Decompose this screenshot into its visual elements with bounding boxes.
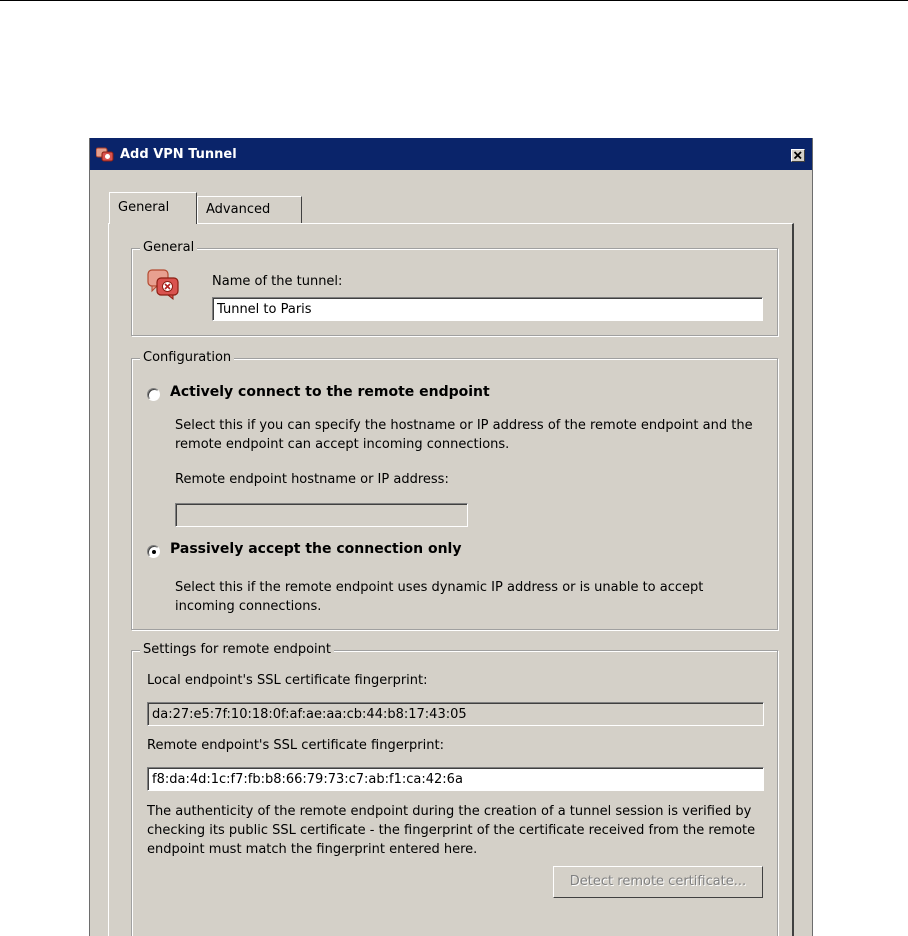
- close-icon: [792, 150, 804, 161]
- add-vpn-tunnel-dialog: [89, 138, 813, 936]
- remote-fingerprint-input[interactable]: f8:da:4d:1c:f7:fb:b8:66:79:73:c7:ab:f1:ca:42:6a: [147, 767, 764, 791]
- tunnel-name-input[interactable]: Tunnel to Paris: [212, 297, 763, 321]
- remote-host-input[interactable]: [175, 503, 468, 527]
- title-bar[interactable]: [90, 138, 812, 170]
- top-border-line: [0, 0, 908, 1]
- remote-endpoint-group-legend: Settings for remote endpoint: [140, 642, 334, 657]
- tab-advanced[interactable]: [197, 196, 302, 223]
- tab-general[interactable]: [109, 192, 197, 224]
- passive-accept-description: Select this if the remote endpoint uses dynamic IP address or is unable to accept incoming connections.: [175, 580, 704, 614]
- active-connect-description: Select this if you can specify the hostname or IP address of the remote endpoint and the remote endpoint can accept incoming connections.: [175, 418, 753, 452]
- passive-accept-radio[interactable]: [147, 545, 160, 558]
- vpn-tunnel-large-icon: [146, 268, 180, 300]
- vpn-tunnel-icon: [96, 147, 114, 163]
- authenticity-info-text: The authenticity of the remote endpoint during the creation of a tunnel session is verified by checking its public SSL certificate - the fingerprint of the certificate received from the remote endpoint must match the fingerprint entered here.: [147, 804, 756, 857]
- configuration-group-legend: Configuration: [140, 350, 234, 365]
- remote-host-label: Remote endpoint hostname or IP address:: [175, 472, 449, 487]
- tab-general-label: General: [118, 200, 170, 215]
- local-fingerprint-field[interactable]: da:27:e5:7f:10:18:0f:af:ae:aa:cb:44:b8:17:43:05: [147, 702, 764, 726]
- tab-advanced-label: Advanced: [206, 202, 271, 217]
- passive-accept-label[interactable]: Passively accept the connection only: [170, 541, 462, 557]
- radio-selected-dot: [152, 550, 156, 554]
- window-title: Add VPN Tunnel: [120, 147, 237, 162]
- general-group-legend: General: [140, 240, 197, 255]
- close-button[interactable]: [791, 149, 805, 162]
- active-connect-radio[interactable]: [147, 388, 160, 401]
- remote-fingerprint-label: Remote endpoint's SSL certificate fingerprint:: [147, 738, 444, 753]
- tunnel-name-label: Name of the tunnel:: [212, 274, 343, 289]
- local-fingerprint-label: Local endpoint's SSL certificate fingerprint:: [147, 673, 428, 688]
- active-connect-label[interactable]: Actively connect to the remote endpoint: [170, 384, 490, 400]
- general-group: [131, 240, 778, 336]
- detect-remote-certificate-button[interactable]: Detect remote certificate...: [553, 866, 763, 898]
